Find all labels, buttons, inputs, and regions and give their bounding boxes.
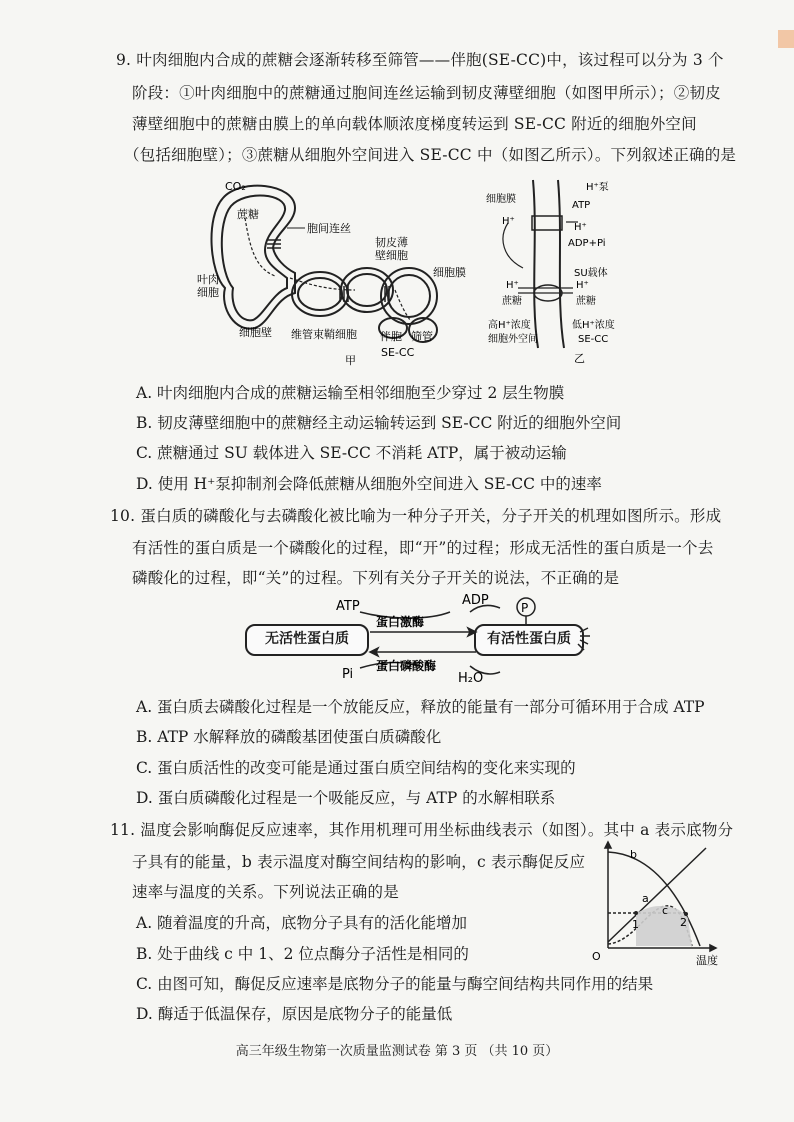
q11-line-3: 速率与温度的关系。下列说法正确的是 (132, 883, 399, 901)
q11-option-b: B. 处于曲线 c 中 1、2 位点酶分子活性是相同的 (136, 945, 469, 963)
q10-option-c: C. 蛋白质活性的改变可能是通过蛋白质空间结构的变化来实现的 (136, 759, 576, 777)
yi-sucrose-right: 蔗糖 (576, 296, 596, 307)
q11-option-a: A. 随着温度的升高，底物分子具有的活化能增加 (136, 914, 468, 932)
q10-line-3: 磷酸化的过程，即“关”的过程。下列有关分子开关的说法，不正确的是 (132, 569, 620, 587)
switch-p: P (521, 601, 529, 615)
q11-option-c: C. 由图可知，酶促反应速率是底物分子的能量与酶空间结构共同作用的结果 (136, 975, 654, 993)
caption-jia: 甲 (345, 354, 356, 367)
switch-pi: Pi (342, 667, 354, 682)
yi-low-2: SE-CC (578, 334, 609, 345)
yi-h4: H⁺ (576, 280, 589, 291)
q9-option-d: D. 使用 H⁺泵抑制剂会降低蔗糖从细胞外空间进入 SE-CC 中的速率 (136, 475, 602, 493)
graph-label-a: a (642, 892, 649, 905)
q9-line-1: 9. 叶肉细胞内合成的蔗糖会逐渐转移至筛管——伴胞(SE-CC)中，该过程可以分为 3 个 (116, 51, 724, 69)
label-mesophyll: 叶肉 (197, 273, 219, 286)
label-cell: 细胞 (197, 286, 219, 299)
q9-line-2: 阶段：①叶肉细胞中的蔗糖通过胞间连丝运输到韧皮薄壁细胞（如图甲所示）；②韧皮 (132, 84, 721, 102)
yi-su: SU载体 (574, 268, 608, 279)
graph-xlabel: 温度 (696, 954, 718, 967)
label-sieve: 筛管 (411, 330, 433, 343)
label-membrane: 细胞膜 (433, 266, 466, 279)
yi-h3: H⁺ (506, 280, 519, 291)
yi-h2: H⁺ (574, 222, 587, 233)
q9-line-4: （包括细胞壁）；③蔗糖从细胞外空间进入 SE-CC 中（如图乙所示）。下列叙述正确的是 (124, 146, 737, 164)
graph-point-1: 1 (632, 918, 639, 931)
q10-option-b: B. ATP 水解释放的磷酸基团使蛋白质磷酸化 (136, 728, 442, 746)
q9-option-b: B. 韧皮薄壁细胞中的蔗糖经主动运输转运到 SE-CC 附近的细胞外空间 (136, 414, 622, 432)
switch-atp: ATP (336, 599, 360, 614)
q10-option-a: A. 蛋白质去磷酸化过程是一个放能反应，释放的能量有一部分可循环用于合成 ATP (136, 698, 705, 716)
yi-high-1: 高H⁺浓度 (488, 320, 531, 331)
figure-yi (478, 178, 648, 368)
q11-option-d: D. 酶适于低温保存，原因是底物分子的能量低 (136, 1005, 453, 1023)
page-edge-mark (778, 30, 794, 48)
figure-switch (330, 590, 610, 685)
label-secc: SE-CC (381, 346, 415, 359)
yi-membrane: 细胞膜 (486, 194, 516, 205)
label-sucrose: 蔗糖 (237, 208, 259, 221)
label-cell-wall: 细胞壁 (239, 326, 272, 339)
switch-adp: ADP (462, 593, 489, 608)
inactive-protein-box: 无活性蛋白质 (245, 624, 369, 656)
label-plasmodesmata: 胞间连丝 (307, 222, 351, 235)
graph-label-b: b (630, 848, 637, 861)
switch-kinase: 蛋白激酶 (376, 615, 425, 629)
yi-adp: ADP+Pi (568, 238, 606, 249)
switch-phosphatase: 蛋白磷酸酶 (376, 659, 437, 673)
active-protein-box: 有活性蛋白质 (474, 624, 584, 656)
figure-temperature-graph (588, 838, 738, 968)
label-co2: CO₂ (225, 180, 246, 193)
yi-h-pump: H⁺泵 (586, 182, 609, 193)
switch-h2o: H₂O (458, 671, 484, 686)
graph-origin: O (592, 950, 601, 963)
graph-point-2: 2 (680, 916, 687, 929)
caption-yi: 乙 (574, 352, 585, 365)
page-footer: 高三年级生物第一次质量监测试卷 第 3 页 （共 10 页） (235, 1044, 559, 1059)
yi-high-2: 细胞外空间 (488, 334, 538, 345)
label-companion: 伴胞 (380, 330, 402, 343)
q9-option-a: A. 叶肉细胞内合成的蔗糖运输至相邻细胞至少穿过 2 层生物膜 (136, 384, 565, 402)
yi-atp: ATP (572, 200, 591, 211)
figure-jia (195, 178, 466, 367)
q9-line-3: 薄壁细胞中的蔗糖由膜上的单向载体顺浓度梯度转运到 SE-CC 附近的细胞外空间 (132, 115, 697, 133)
yi-h1: H⁺ (502, 216, 515, 227)
q11-line-1: 11. 温度会影响酶促反应速率，其作用机理可用坐标曲线表示（如图）。其中 a 表示底物分 (110, 821, 734, 839)
q10-line-2: 有活性的蛋白质是一个磷酸化的过程，即“开”的过程；形成无活性的蛋白质是一个去 (132, 539, 714, 557)
label-phloem-1: 韧皮薄 (375, 236, 408, 249)
q11-line-2: 子具有的能量，b 表示温度对酶空间结构的影响，c 表示酶促反应 (132, 853, 586, 871)
q10-option-d: D. 蛋白质磷酸化过程是一个吸能反应，与 ATP 的水解相联系 (136, 789, 556, 807)
label-phloem-2: 壁细胞 (375, 249, 408, 262)
q9-option-c: C. 蔗糖通过 SU 载体进入 SE-CC 不消耗 ATP，属于被动运输 (136, 444, 567, 462)
yi-low-1: 低H⁺浓度 (572, 320, 615, 331)
label-bundle-sheath: 维管束鞘细胞 (291, 328, 357, 341)
yi-sucrose-left: 蔗糖 (502, 296, 522, 307)
graph-label-c: c (662, 904, 669, 917)
q10-line-1: 10. 蛋白质的磷酸化与去磷酸化被比喻为一种分子开关，分子开关的机理如图所示。形成 (110, 507, 722, 525)
